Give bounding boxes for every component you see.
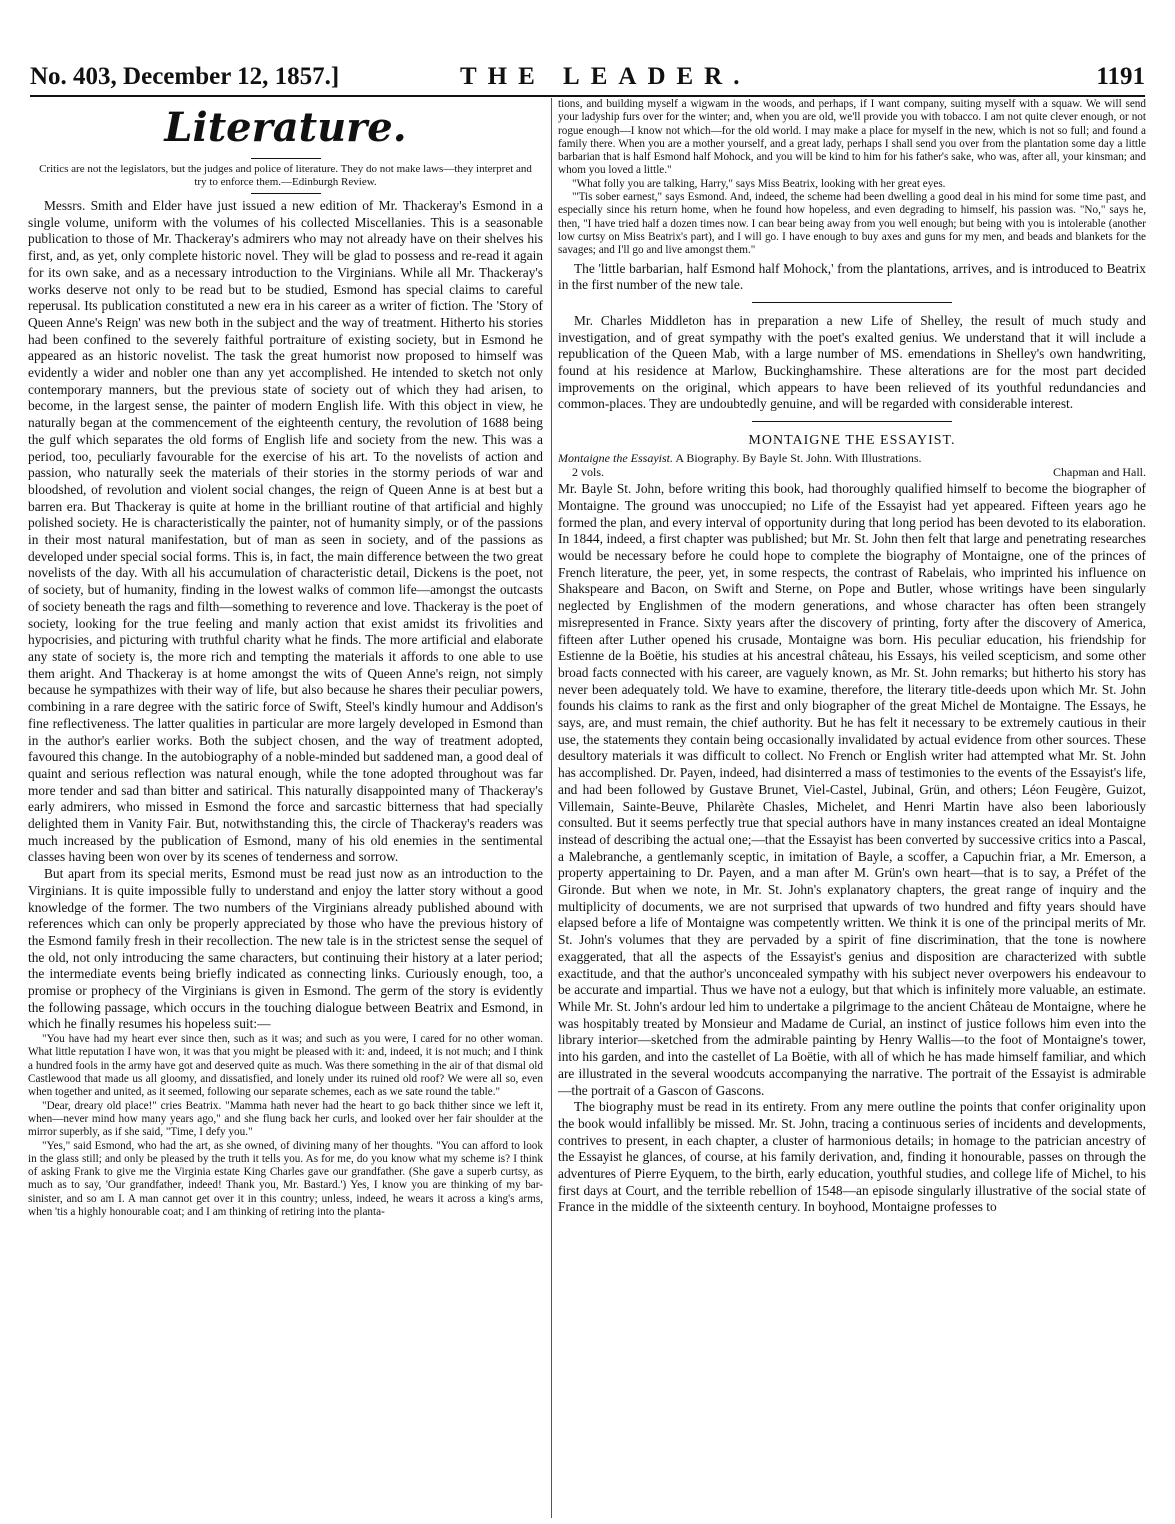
section-motto: Critics are not the legislators, but the judges and police of literature. They do not make laws—they interpret and try to enforce them.—Edinburgh Review. bbox=[39, 163, 532, 188]
review-paragraph: Mr. Bayle St. John, before writing this book, had thoroughly qualified himself to become the biographer of Montaigne. The ground was unoccupied; no Life of the Essayist had yet appeared. Fifteen years ago he formed the plan, and every interval of opportunity during that long period has been devoted to its elaboration. In 1844, indeed, a first chapter was published; but Mr. St. John then felt that large and penetrating researches would be necessary before he could hope to complete the biography of Montaigne, one of the princes of French literature, the peer, yet, in some respects, the contrast of Rabelais, who imprinted his influence on Shakspeare and Bacon, on Swift and Sterne, on Pope and Butler, whose writings have been singularly neglected by Englishmen of the modern generations, and whose character has often been strangely misrepresented in France. Sixty years after the discovery of printing, forty after the discovery of America, fifteen after Luther opened his crusade, Montaigne was born. His peculiar education, his friendship for Estienne de la Boëtie, his studies at his ancestral château, his Essays, his veiled scepticism, and some other broad facts connected with his career, are vaguely known, as Mr. St. John remarks; but hitherto his story has never been adequately told. We have to examine, therefore, the literary title-deeds upon which Mr. St. John founds his claims to rank as the first and only biographer of the great Michel de Montaigne. The Essays, he says, are, and must remain, the chief authority. But he has felt it necessary to be extremely cautious in their use, the statements they contain being occasionally invalidated by actual evidence from other sources. These desultory materials it was difficult to collect. No French or English writer had attempted what Mr. St. John has accomplished. Dr. Payen, indeed, had disinterred a mass of testimonies to the events of the Essayist's life, and had been followed by Gustave Brunet, Viel-Castel, Jubinal, Grün, and others; Léon Feugère, Guizot, Villemain, Sainte-Beuve, Philarète Chasles, Michelet, and Henri Martin have also been laboriously consulted. But it seems perfectly true that special authors have in many instances created an ideal Montaigne instead of describing the actual one;—that the Essayist has been converted by successive critics into a Pascal, a Malebranche, a gentlemanly sceptic, in imitation of Bayle, a scoffer, a Capuchin friar, a Mr. Emerson, a property appertaining to Dr. Payen, and a man after M. Grün's own heart—that is to say, a Préfet of the Gironde. But when we note, in Mr. St. John's explanatory chapters, the great range of inquiry and the multiplicity of documents, we are not surprised that upwards of two hundred and fifty years should have elapsed before a life of Montaigne was competently written. We think it is one of the principal merits of Mr. St. John's volumes that they are pervaded by a spirit of fine discrimination, that the tone is nowhere exaggerated, that all the aspects of the Essayist's genius and disposition are characterized with subtle exactitude, and that the author's unconcealed sympathy with his subject never overpowers his endeavour to be accurate and impartial. Thus we have not a eulogy, but that which is infinitely more valuable, an estimate. While Mr. St. John's ardour led him to undertake a pilgrimage to the ancient Château de Montaigne, where he was hospitably treated by Monsieur and Madame de Curial, an instinct of justice follows him even into the library interior—sketched from the admirable painting by Henry Wallis—to the foot of Montaigne's tower, into his garden, and into the castellet of La Boëtie, with all of which he has made himself familiar, and which are illustrated in the several woodcuts accompanying the narrative. The portrait of the Essayist is admirable—the portrait of a Gascon of Gascons. bbox=[558, 481, 1146, 1098]
esmond-quote bbox=[28, 1033, 543, 1219]
article-paragraph: But apart from its special merits, Esmond must be read just now as an introduction to the Virginians. It is quite impossible fully to understand and enjoy the latter story without a good knowledge of the former. The two numbers of the Virginians already published abound with references which can only be properly appreciated by those who have the previous history of the Esmond family fresh in their recollection. The new tale is in the strictest sense the sequel of the old, not only introducing the same characters, but continuing their history at a later period; the intermediate events being briefly indicated as connecting links. Curiously enough, too, a promise or prophecy of the Virginians is given in Esmond. The germ of the story is evidently the following passage, which occurs in the touching dialogue between Beatrix and Esmond, in which he finally resumes his hopeless suit:— bbox=[28, 866, 543, 1032]
esmond-article bbox=[28, 198, 543, 1033]
column-divider bbox=[551, 98, 552, 1518]
issue-line: No. 403, December 12, 1857.] bbox=[30, 63, 340, 90]
esmond-quote-continued bbox=[558, 98, 1146, 258]
section-separator bbox=[752, 302, 952, 303]
left-column bbox=[28, 100, 543, 1520]
montaigne-review bbox=[558, 481, 1146, 1216]
title-ornament bbox=[251, 158, 321, 159]
masthead: THE LEADER. bbox=[460, 63, 751, 90]
book-reference bbox=[558, 451, 1146, 479]
quote-paragraph: tions, and building myself a wigwam in the woods, and perhaps, if I want company, suiting myself with a squaw. We will send your ladyship furs over for the winter; and, when you are old, we'll provide you with tobacco. I am not quite clever enough, or not rogue enough—I know not which—for the old world. I may make a place for myself in the new, which is not so full; and found a family there. When you are a mother yourself, and a great lady, perhaps I shall send you over from the plantation some day a little barbarian that is half Esmond half Mohock, and you will be kind to him for his father's sake, who was, after all, your kinsman; and whom you loved a little." bbox=[558, 98, 1146, 177]
quote-paragraph: "'Tis sober earnest," says Esmond. And, indeed, the scheme had been dwelling a good deal in his mind for some time past, and especially since his return home, when he found how hopeless, and even degrading to himself, his passion was. "No," says he, then, "I have tried half a dozen times now. I can bear being away from you well enough; but being with you is intolerable (another low curtsy on Miss Beatrix's part), and I will go. I have enough to buy axes and guns for my men, and beads and blankets for the savages; and I'll go and live amongst them." bbox=[558, 191, 1146, 257]
quote-paragraph: "Dear, dreary old place!" cries Beatrix. "Mamma hath never had the heart to go back thither since we left it, when—never mind how many years ago," and she flung back her curls, and looked over her fair shoulder at the mirror superbly, as if she said, "Time, I defy you." bbox=[28, 1099, 543, 1139]
header-rule bbox=[30, 95, 1145, 97]
quote-paragraph: "You have had my heart ever since then, such as it was; and such as you were, I cared for no other woman. What little reputation I have won, it was that you might be pleased with it: and, indeed, it is not much; and I think a hundred fools in the army have got and deserved quite as much. Was there something in the air of that dismal old Castlewood that made us all gloomy, and dissatisfied, and lonely under its ruined old roof? We were all so, even when together and united, as it seemed, following our separate schemes, each as we sate round the table." bbox=[28, 1033, 543, 1099]
book-volumes: 2 vols. bbox=[572, 465, 605, 480]
review-paragraph: The biography must be read in its entirety. From any mere outline the points that confer originality upon the book would infallibly be missed. Mr. St. John, tracing a continuous series of incidents and developments, contrives to present, in each chapter, a cluster of harmonious details; in homage to the patrician ancestry of the Essayist he glances, of course, at his family derivation, and, finding it honourable, passes on through the adventures of Pierre Eyquem, to the birth, early education, youthful studies, and college life of Michel, to his first days at Court, and the terrible rebellion of 1548—an episode singularly illustrative of the social state of France in the middle of the sixteenth century. In boyhood, Montaigne professes to bbox=[558, 1099, 1146, 1215]
esmond-closing bbox=[558, 261, 1146, 294]
book-title: Montaigne the Essayist. bbox=[558, 451, 673, 466]
section-separator bbox=[752, 421, 952, 422]
closing-paragraph: The 'little barbarian, half Esmond half Mohock,' from the plantations, arrives, and is introduced to Beatrix in the first number of the new tale. bbox=[558, 260, 1146, 293]
quote-paragraph: "What folly you are talking, Harry," says Miss Beatrix, looking with her great eyes. bbox=[572, 177, 946, 190]
section-title: Literature. bbox=[164, 104, 407, 151]
shelley-notice bbox=[558, 313, 1146, 413]
page-number: 1191 bbox=[1096, 63, 1145, 90]
shelley-paragraph: Mr. Charles Middleton has in preparation a new Life of Shelley, the result of much study and investigation, and of great sympathy with the poet's exalted genius. We understand that it will include a republication of the Queen Mab, with a large number of MS. emendations in Shelley's own handwriting, found at his residence at Marlow, Buckinghamshire. These alterations are for the most part decided improvements on the original, which appears to have been relieved of its youthful redundancies and common-places. They are undoubtedly genuine, and will be regarded with considerable interest. bbox=[558, 312, 1146, 412]
right-column bbox=[558, 98, 1146, 1518]
motto-ornament bbox=[251, 193, 321, 194]
quote-paragraph: "Yes," said Esmond, who had the art, as she owned, of divining many of her thoughts. "You can afford to look in the glass still; and only be pleased by the truth it tells you. As for me, do you know what my scheme is? I think of asking Frank to give me the Virginia estate King Charles gave our grandfather. (She gave a superb curtsy, as much as to say, 'Our grandfather, indeed! Thank you, Mr. Bastard.') Yes, I know you are thinking of my bar-sinister, and so am I. A man cannot get over it in this country; unless, indeed, he wears it across a king's arms, when 'tis a highly honourable coat; and I am thinking of retiring into the planta- bbox=[28, 1139, 543, 1219]
article-paragraph: Messrs. Smith and Elder have just issued a new edition of Mr. Thackeray's Esmond in a single volume, uniform with the volumes of his collected Miscellanies. This is a seasonable publication to those of Mr. Thackeray's admirers who may not already have on their shelves his first, and, as yet, only complete historic novel. They will be glad to possess and re-read it again for its own sake, and as a necessary introduction to the Virginians. While all Mr. Thackeray's works deserve not only to be read but to be studied, Esmond has special claims to careful reperusal. Its publication constituted a new era in his career as a writer of fiction. The 'Story of Queen Anne's Reign' was new both in the subject and the way of treatment. Hitherto his stories had been confined to the severely faithful portraiture of existing society, but in Esmond he appeared as an historic novelist. The task the great humorist now proposed to himself was evidently a wider and nobler one than any yet accomplished. He intended to sketch not only contemporary manners, but the previous state of society out of which they had arisen, to become, in the largest sense, the painter of modern English life. With this object in view, he naturally began at the commencement of the eighteenth century, the revolution of 1688 being the gulf which separates the old forms of English life and society from the new. This was a period, too, peculiarly favourable for the exercise of his art. To the novelists of action and passion, who naturally seek the materials of their stories in the stormy periods of war and bloodshed, of revolution and violent social changes, the reign of Queen Anne is at best but a barren era. But Thackeray is quite at home in the brilliant routine of that artificial and highly polished society. He is characteristically the painter, not of humanity simply, or of the passions in their most natural manifestation, but of man as seen in society, and of the passions as developed under special social forms. This is, in fact, the main difference between the two great novelists of the day. With all his accumulation of characteristic detail, Dickens is the poet, not of society, but of humanity, finding in the lowest walks of common life—amongst the outcasts of society beneath the rags and filth—something to reverence and love. Thackeray is the poet of society, looking for the true feeling and manly action that exist amidst its frivolities and hypocrisies, and picturing with truthful charity what he finds. The more artificial and elaborate any state of society is, the more rich and tempting the materials it affords to one able to use them aright. And Thackeray is at home amongst the wits of Queen Anne's reign, not simply because he sympathizes with their way of life, but also because he shares their peculiar powers, combining in a rare degree with the satiric force of Swift, Steel's kindly humour and Addison's fine reflectiveness. The latter qualities in particular are more largely developed in Esmond than in the author's earlier works. Both the subject chosen, and the way of treatment adopted, favoured this change. In the autobiography of a noble-minded but saddened man, a good deal of quaint and serious reflection was natural enough, while the tone adopted throughout was far more tender and sad than bitter and satirical. This naturally disappointed many of Thackeray's early admirers, who missed in Esmond the force and sarcastic bitterness that had specially delighted them in Vanity Fair. But, notwithstanding this, the circle of Thackeray's readers was much increased by the publication of Esmond, many of his old enemies in the sentimental classes having been won over by its scenes of tenderness and sorrow. bbox=[28, 198, 543, 865]
page-header bbox=[30, 62, 1145, 96]
montaigne-title: MONTAIGNE THE ESSAYIST. bbox=[748, 433, 956, 449]
book-publisher: Chapman and Hall. bbox=[1053, 465, 1146, 480]
book-description: A Biography. By Bayle St. John. With Illustrations. bbox=[675, 451, 922, 466]
